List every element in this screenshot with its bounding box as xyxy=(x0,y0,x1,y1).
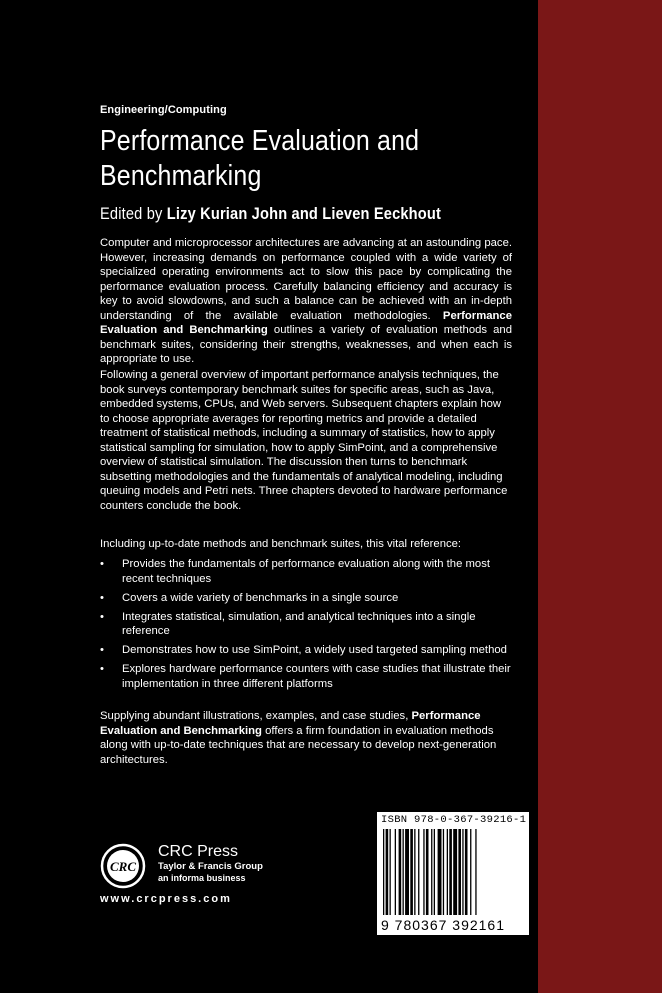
p4-text-b: offers a firm foundation in evaluation methods along with up-to-date techniques that are necessary to develop next-generation architectures. xyxy=(100,724,497,766)
barcode-bar xyxy=(449,829,452,915)
barcode-bar xyxy=(405,829,409,915)
barcode-bar xyxy=(410,829,413,915)
barcode-bar xyxy=(470,829,471,915)
edited-by-label: Edited by xyxy=(100,204,163,223)
barcode-bar xyxy=(438,829,442,915)
description-paragraph-2: Following a general overview of important performance analysis techniques, the book surveys contemporary benchmark suites for specific areas, such as Java, embedded systems, CPUs, and Web servers. Subsequent chapters explain how to choose appropriate averages for reporting metrics and provide a detailed treatment of statistical methods, including a summary of statistics, how to apply statistical sampling for simulation, how to apply SimPoint, and a comprehensive overview of statistical simulation. The discussion then turns to benchmark subsetting methodologies and the fundamentals of analytical modeling, including queuing models and Petri nets. Three chapters devoted to hardware performance counters conclude the book. xyxy=(100,369,508,512)
barcode-icon xyxy=(383,829,523,915)
barcode-bar xyxy=(462,829,463,915)
list-item-text: Demonstrates how to use SimPoint, a widely used targeted sampling method xyxy=(122,644,507,656)
barcode-bar xyxy=(458,829,461,915)
barcode-bar xyxy=(390,829,391,915)
spine-stripe xyxy=(538,0,662,993)
barcode-bar xyxy=(443,829,444,915)
barcode-bar xyxy=(414,829,415,915)
list-item-text: Explores hardware performance counters with case studies that illustrate their implementation in three different platforms xyxy=(122,663,511,690)
barcode-bar xyxy=(426,829,429,915)
bullet-icon: • xyxy=(100,591,104,604)
barcode-bar xyxy=(423,829,424,915)
publisher-subtitle: an informa business xyxy=(158,873,246,883)
description-paragraph-4 xyxy=(100,709,512,767)
list-item xyxy=(100,557,512,586)
list-item-text: Provides the fundamentals of performance evaluation along with the most recent techniques xyxy=(122,558,490,585)
barcode-bar xyxy=(475,829,476,915)
bullet-icon: • xyxy=(100,663,104,675)
barcode-bar xyxy=(399,829,402,915)
book-title: Performance Evaluation and Benchmarking xyxy=(100,125,420,192)
p1-text-a: Computer and microprocessor architectures are advancing at an astounding pace. However, increasing demands on performance coupled with a wide variety of specialized operating environments act to slow this pace by complicating the performance evaluation process. Carefully balancing efficiency and accuracy is key to avoid slowdowns, and such a balance can be achieved with an in-depth understanding of the available evaluation methodologies. xyxy=(100,237,512,322)
p4-book-title: Performance Evaluation and Benchmarking xyxy=(100,710,481,737)
editors-line xyxy=(100,203,441,225)
bullet-icon: • xyxy=(100,558,104,570)
isbn-label: ISBN 978-0-367-39216-1 xyxy=(381,814,527,826)
crc-logo-text: CRC xyxy=(109,859,137,874)
p4-text-a: Supplying abundant illustrations, examples, and case studies, xyxy=(100,710,412,722)
list-item xyxy=(100,591,512,606)
p1-text-b: outlines a variety of evaluation methods and benchmark suites, considering their strengths, weaknesses, and when each is appropriate to use. xyxy=(100,324,512,365)
publisher-block xyxy=(158,843,263,884)
barcode-bar xyxy=(418,829,419,915)
barcode-bar xyxy=(403,829,404,915)
publisher-group: Taylor & Francis Group xyxy=(158,861,263,872)
editor-names: Lizy Kurian John and Lieven Eeckhout xyxy=(166,204,442,223)
list-item xyxy=(100,643,512,658)
barcode-bar xyxy=(383,829,384,915)
barcode-bar xyxy=(386,829,389,915)
description-paragraph-1 xyxy=(100,236,512,367)
barcode-bar xyxy=(431,829,432,915)
list-item xyxy=(100,662,512,691)
feature-list xyxy=(100,557,512,696)
publisher-name: CRC Press xyxy=(158,843,239,860)
bullet-icon: • xyxy=(100,610,104,623)
isbn-barcode-box xyxy=(377,812,529,935)
list-item-text: Integrates statistical, simulation, and analytical techniques into a single reference xyxy=(122,610,476,637)
barcode-bar xyxy=(465,829,468,915)
list-item xyxy=(100,610,512,639)
barcode-bar xyxy=(434,829,435,915)
description-paragraph-3: Including up-to-date methods and benchmark suites, this vital reference: xyxy=(100,538,462,550)
publisher-url: www.crcpress.com xyxy=(100,893,232,905)
barcode-bar xyxy=(453,829,457,915)
crc-logo-icon xyxy=(100,843,146,889)
bullet-icon: • xyxy=(100,644,104,656)
barcode-bar xyxy=(447,829,448,915)
barcode-bar xyxy=(395,829,396,915)
isbn-digits: 9 780367 392161 xyxy=(381,917,505,933)
list-item-text: Covers a wide variety of benchmarks in a single source xyxy=(122,591,399,604)
category-label: Engineering/Computing xyxy=(100,104,227,116)
p1-book-title: Performance Evaluation and Benchmarking xyxy=(100,309,512,336)
